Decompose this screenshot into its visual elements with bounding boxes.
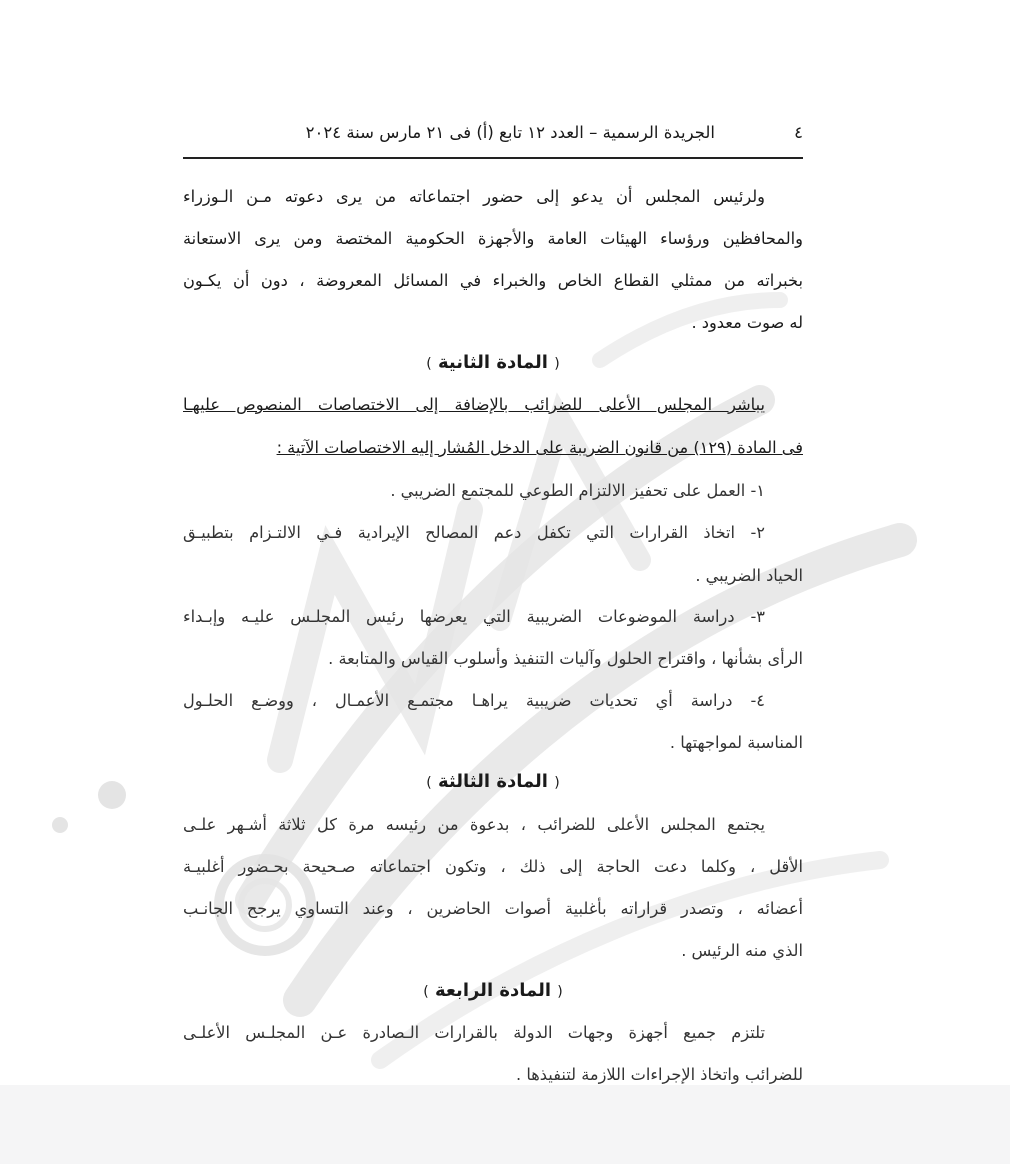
article-title: المادة الرابعة (434, 980, 551, 1001)
list-item: ٤- دراسة أي تحديات ضريبية يراهـا مجتمـع الأعمـال ، ووضـع الحلـول (183, 691, 765, 710)
paragraph-line: أعضائه ، وتصدر قراراته بأغلبية أصوات الحاضرين ، وعند التساوي يرجح الجانـب (183, 899, 803, 918)
paragraph-line: يجتمع المجلس الأعلى للضرائب ، بدعوة من رئيسه مرة كل ثلاثة أشـهر علـى (183, 815, 765, 834)
gazette-title: الجريدة الرسمية – العدد ١٢ تابع (أ) فى ٢١ مارس سنة ٢٠٢٤ (305, 123, 715, 142)
paragraph-line: فى المادة (١٢٩) من قانون الضريبة على الدخل المُشار إليه الاختصاصات الآتية : (276, 438, 803, 457)
article-heading: ( المادة الرابعة ) (423, 980, 563, 1001)
list-item: ١- العمل على تحفيز الالتزام الطوعي للمجتمع الضريبي . (390, 481, 765, 500)
paragraph-line: تلتزم جميع أجهزة وجهات الدولة بالقرارات الـصادرة عـن المجلـس الأعلـى (183, 1023, 765, 1042)
list-item: ٣- دراسة الموضوعات الضريبية التي يعرضها رئيس المجلـس عليـه وإبـداء (183, 607, 765, 626)
page-header (183, 118, 803, 148)
list-item: ٢- اتخاذ القرارات التي تكفل دعم المصالح الإيرادية فـي الالتـزام بتطبيـق (183, 523, 765, 542)
paragraph-line: بخبراته من ممثلي القطاع الخاص والخبراء في المسائل المعروضة ، دون أن يكـون (183, 271, 803, 290)
list-item: الحياد الضريبي . (695, 566, 803, 585)
list-item: المناسبة لمواجهتها . (669, 733, 803, 752)
article-title: المادة الثانية (438, 352, 548, 373)
paragraph-line: الذي منه الرئيس . (681, 941, 803, 960)
paragraph-line: يباشر المجلس الأعلى للضرائب بالإضافة إلى الاختصاصات المنصوص عليهـا (183, 395, 765, 414)
paragraph-line: الأقل ، وكلما دعت الحاجة إلى ذلك ، وتكون اجتماعاته صـحيحة بحـضور أغلبيـة (183, 857, 803, 876)
list-item: الرأى بشأنها ، واقتراح الحلول وآليات التنفيذ وأسلوب القياس والمتابعة . (328, 649, 803, 668)
footer-shade (0, 1085, 1010, 1164)
paragraph-line: والمحافظين ورؤساء الهيئات العامة والأجهزة الحكومية المختصة ومن يرى الاستعانة (183, 229, 803, 248)
paragraph-line: ولرئيس المجلس أن يدعو إلى حضور اجتماعاته من يرى دعوته مـن الـوزراء (183, 187, 765, 206)
article-heading: ( المادة الثانية ) (426, 352, 560, 373)
paragraph-line: له صوت معدود . (691, 313, 803, 332)
article-title: المادة الثالثة (438, 771, 548, 792)
article-heading: ( المادة الثالثة ) (426, 771, 560, 792)
paragraph-line: للضرائب واتخاذ الإجراءات اللازمة لتنفيذها . (516, 1065, 803, 1084)
page-number: ٤ (794, 123, 803, 142)
header-divider (183, 157, 803, 159)
